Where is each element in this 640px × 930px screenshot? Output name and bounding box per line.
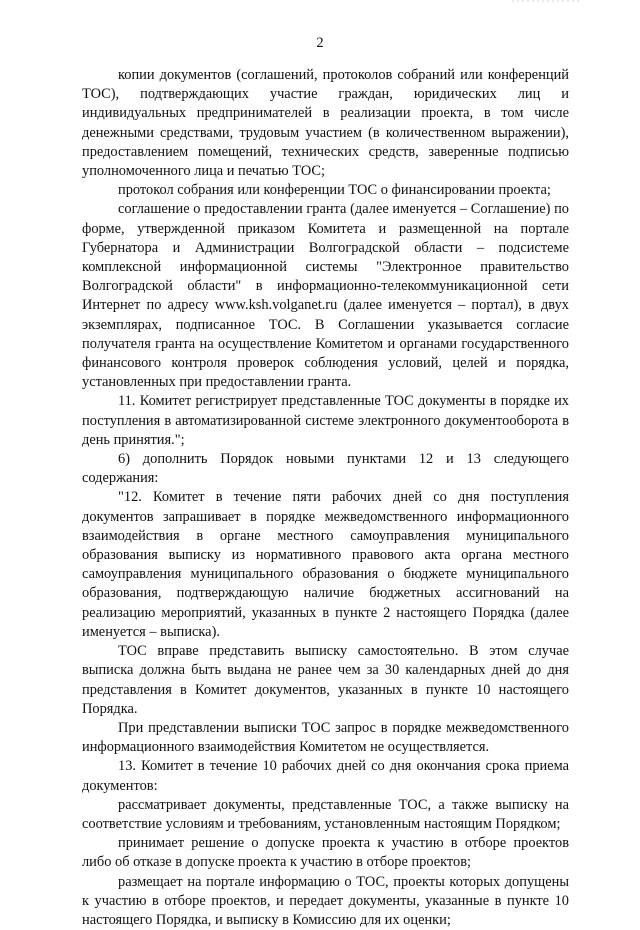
scan-mark xyxy=(512,0,582,2)
paragraph-no-request: При представлении выписки ТОС запрос в порядке межведомственного информационного взаимодействия Комитетом не осуществляется. xyxy=(82,719,569,756)
paragraph-item-12: "12. Комитет в течение пяти рабочих дней со дня поступления документов запрашивает в порядке межведомственного информационного взаимодействия в органе местного самоуправления муниципального образования выписку из нормативного правового акта органа местного самоуправления муниципального образования о бюджете муниципального образования, подтверждающую наличие бюджетных ассигнований на реализацию мероприятий, указанных в пункте 2 настоящего Порядка (далее именуется – выписка). xyxy=(82,489,569,640)
paragraph-grant-agreement: соглашение о предоставлении гранта (далее именуется – Соглашение) по форме, утвержденной приказом Комитета и размещенной на портале Губернатора и Администрации Волгоградской области – подсистеме комплексной информационной системы "Электронное правительство Волгоградской области" в информационно-телекоммуникационной сети Интернет по адресу www.ksh.volganet.ru (далее именуется – портал), в двух экземплярах, подписанное ТОС. В Соглашении указывается согласие получателя гранта на осуществление Комитетом и органами государственного финансового контроля проверок соблюдения условий, целей и порядка, установленных при предоставлении гранта. xyxy=(82,201,569,391)
page-number: 2 xyxy=(316,35,324,51)
paragraph-publication: размещает на портале информацию о ТОС, проекты которых допущены к участию в отборе проектов, и передает документы, указанные в пункте 10 настоящего Порядка, и выписку в Комиссию для их оценки; xyxy=(82,873,569,928)
paragraph-item-13: 13. Комитет в течение 10 рабочих дней со дня окончания срока приема документов: xyxy=(82,758,569,794)
paragraph-item-11: 11. Комитет регистрирует представленные ТОС документы в порядке их поступления в автоматизированной системе электронного документооборота в день принятия."; xyxy=(82,393,569,448)
paragraph-review-documents: рассматривает документы, представленные ТОС, а также выписку на соответствие условиям и требованиям, установленным настоящим Порядком; xyxy=(82,796,569,832)
paragraph-self-submission: ТОС вправе представить выписку самостоятельно. В этом случае выписка должна быть выдана не ранее чем за 30 календарных дней до дня представления в Комитет документов, указанных в пункте 10 настоящего Порядка. xyxy=(82,643,569,717)
paragraph-decision: принимает решение о допуске проекта к участию в отборе проектов либо об отказе в допуске проекта к участию в отборе проектов; xyxy=(82,835,569,871)
paragraph-amendment-6: 6) дополнить Порядок новыми пунктами 12 и 13 следующего содержания: xyxy=(82,451,569,487)
paragraph-documents-copies: копии документов (соглашений, протоколов собраний или конференций ТОС), подтверждающих участие граждан, юридических лиц и индивидуальных предпринимателей в реализации проекта, в том числе денежными средствами, трудовым участием (в количественном выражении), предоставлением помещений, технических средств, заверенные подписью уполномоченного лица и печатью ТОС; xyxy=(82,67,569,180)
document-body xyxy=(82,66,569,930)
paragraph-protocol: протокол собрания или конференции ТОС о финансировании проекта; xyxy=(118,182,551,199)
